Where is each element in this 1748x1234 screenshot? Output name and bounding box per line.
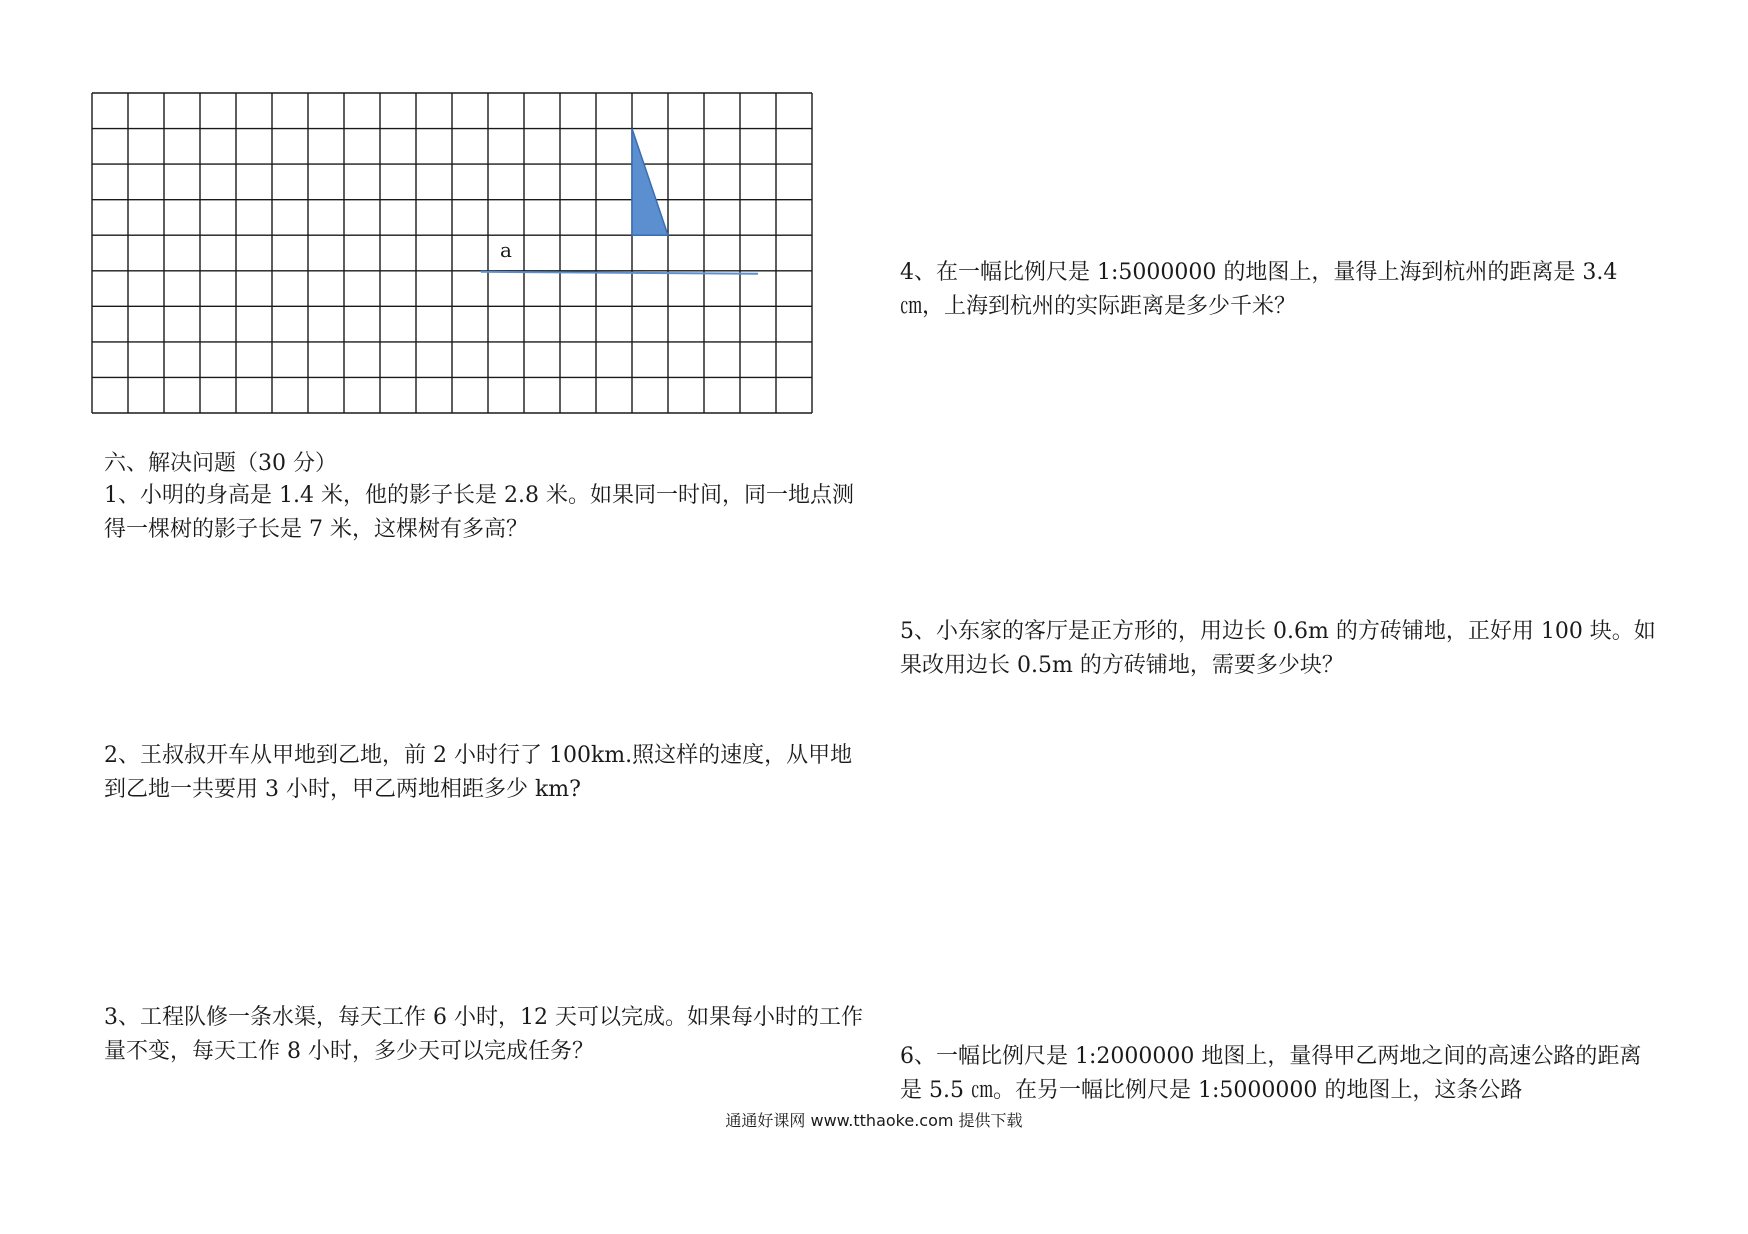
problem-3	[104, 1001, 864, 1069]
section-heading-block	[104, 448, 864, 480]
blue-triangle	[632, 129, 668, 236]
section-title: 六、解决问题（30 分）	[104, 451, 337, 476]
problem-1-text: 1、小明的身高是 1.4 米，他的影子长是 2.8 米。如果同一时间，同一地点测得一棵树的影子长是 7 米，这棵树有多高？	[104, 483, 854, 542]
problem-4-text: 4、在一幅比例尺是 1:5000000 的地图上，量得上海到杭州的距离是 3.4 ㎝，上海到杭州的实际距离是多少千米？	[900, 260, 1618, 319]
problem-5	[900, 615, 1660, 683]
footer-text: 通通好课网 www.tthaoke.com 提供下载	[725, 1111, 1023, 1130]
grid-drawing	[91, 92, 813, 414]
problem-2-text: 2、王叔叔开车从甲地到乙地，前 2 小时行了 100km.照这样的速度，从甲地到乙地一共要用 3 小时，甲乙两地相距多少 km?	[104, 743, 853, 802]
line-label-a: a	[500, 238, 512, 262]
problem-5-text: 5、小东家的客厅是正方形的，用边长 0.6m 的方砖铺地，正好用 100 块。如果改用边长 0.5m 的方砖铺地，需要多少块？	[900, 619, 1656, 678]
problem-1	[104, 479, 864, 547]
footer	[0, 1110, 1748, 1132]
problem-4	[900, 256, 1660, 324]
line-a	[481, 272, 758, 274]
grid-figure	[91, 92, 813, 414]
problem-2	[104, 739, 864, 807]
problem-3-text: 3、工程队修一条水渠，每天工作 6 小时，12 天可以完成。如果每小时的工作量不变，每天工作 8 小时，多少天可以完成任务？	[104, 1005, 863, 1064]
problem-6	[900, 1040, 1660, 1108]
problem-6-text: 6、一幅比例尺是 1:2000000 地图上，量得甲乙两地之间的高速公路的距离是 5.5 ㎝。在另一幅比例尺是 1:5000000 的地图上，这条公路	[900, 1044, 1642, 1103]
